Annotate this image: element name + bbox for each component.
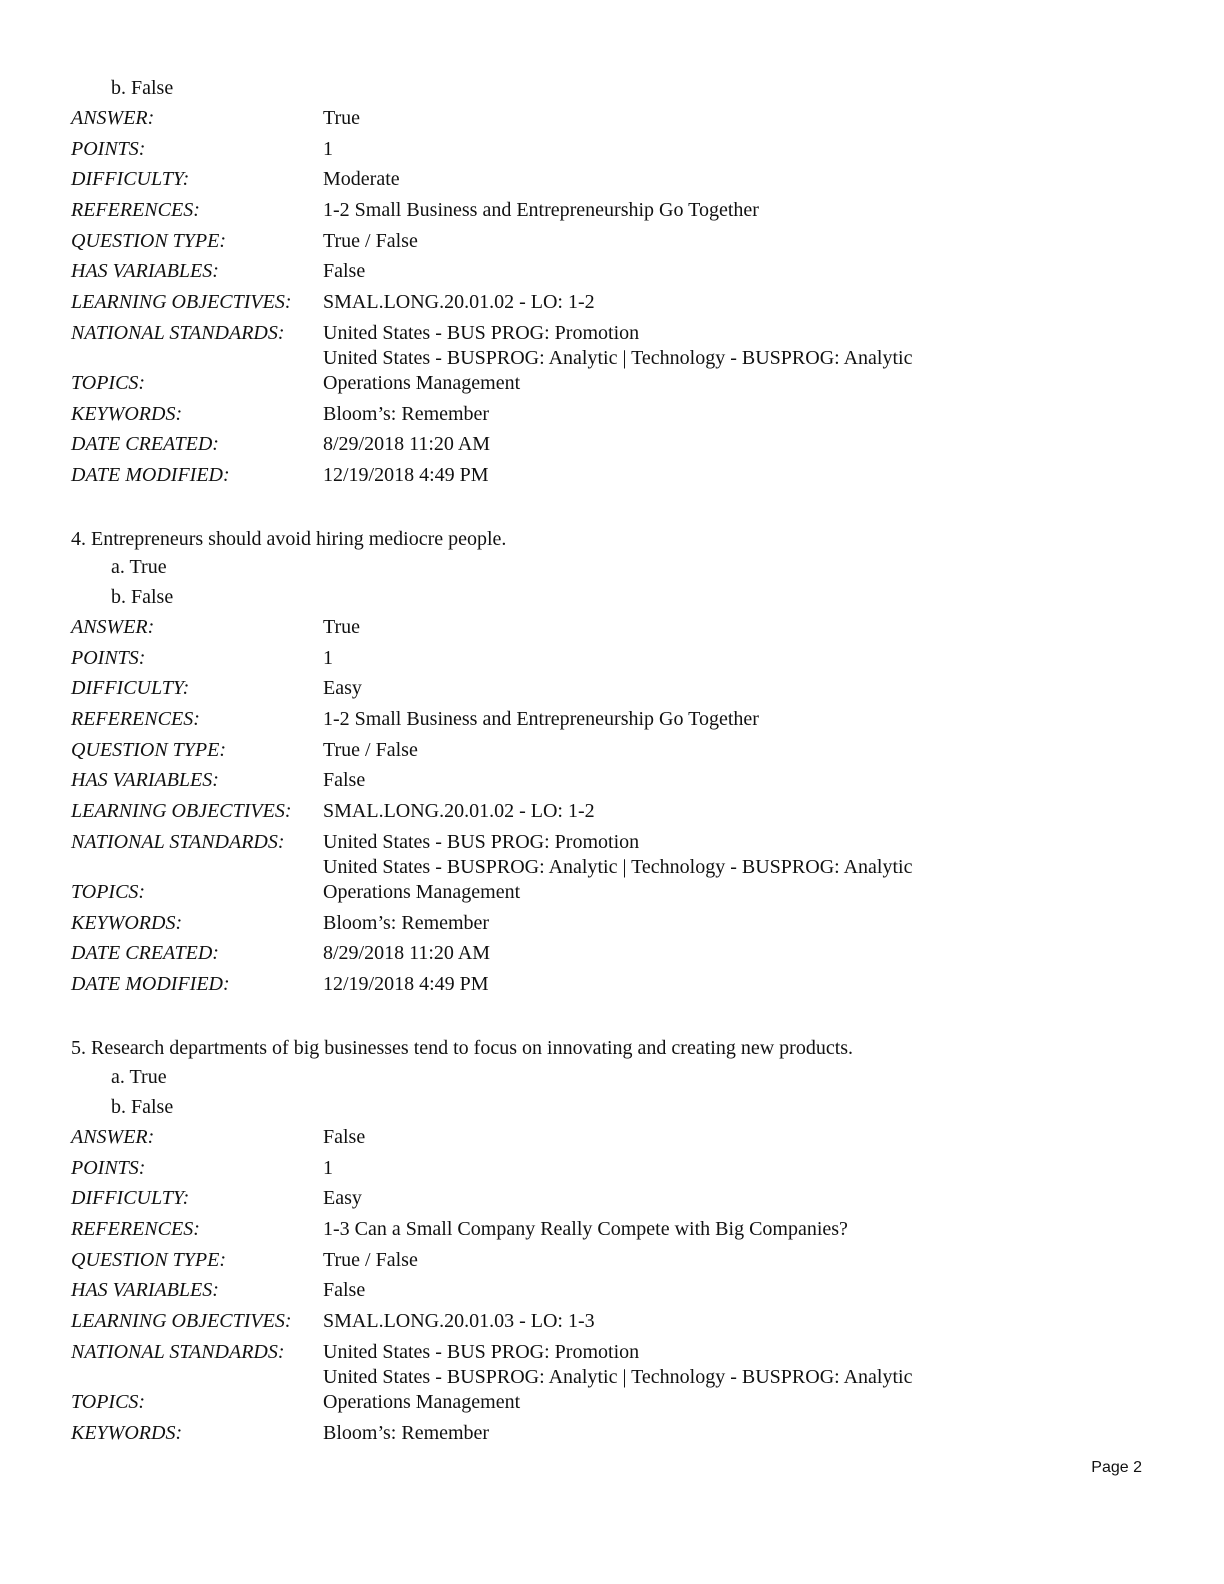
difficulty-label: DIFFICULTY:	[71, 677, 190, 700]
date-modified-row	[71, 463, 1031, 494]
national-standard-line: United States - BUSPROG: Analytic | Technology - BUSPROG: Analytic	[323, 855, 913, 878]
question-4-option-a: a. True	[111, 556, 167, 578]
references-label: REFERENCES:	[71, 199, 200, 222]
answer-label: ANSWER:	[71, 107, 155, 129]
has-variables-label: HAS VARIABLES:	[71, 769, 219, 792]
question-type-label: QUESTION TYPE:	[71, 229, 227, 252]
national-standards-value	[323, 830, 1031, 880]
topics-value: Operations Management	[323, 371, 521, 394]
national-standards-value	[323, 1340, 1031, 1390]
difficulty-label: DIFFICULTY:	[71, 1187, 190, 1210]
references-row	[71, 1217, 1031, 1248]
points-label: POINTS:	[71, 646, 146, 669]
national-standard-line: United States - BUS PROG: Promotion	[323, 1340, 640, 1363]
references-row	[71, 198, 1031, 229]
national-standard-line: United States - BUSPROG: Analytic | Technology - BUSPROG: Analytic	[323, 1365, 913, 1388]
keywords-label: KEYWORDS:	[71, 1421, 183, 1444]
difficulty-value: Moderate	[323, 168, 400, 191]
answer-row	[71, 1125, 1031, 1156]
references-row	[71, 707, 1031, 738]
date-modified-value: 12/19/2018 4:49 PM	[323, 463, 489, 486]
national-standards-label: NATIONAL STANDARDS:	[71, 321, 285, 344]
national-standards-value	[323, 321, 1031, 371]
has-variables-row	[71, 768, 1031, 799]
national-standards-label: NATIONAL STANDARDS:	[71, 830, 285, 853]
answer-label: ANSWER:	[71, 616, 155, 638]
learning-objectives-value: SMAL.LONG.20.01.03 - LO: 1-3	[323, 1310, 595, 1333]
topics-value: Operations Management	[323, 880, 521, 903]
learning-objectives-label: LEARNING OBJECTIVES:	[71, 800, 292, 823]
keywords-value: Bloom’s: Remember	[323, 1421, 490, 1444]
question-4-metadata	[71, 615, 1031, 1003]
date-created-label: DATE CREATED:	[71, 433, 219, 456]
difficulty-value: Easy	[323, 677, 362, 700]
national-standards-label: NATIONAL STANDARDS:	[71, 1340, 285, 1363]
question-5-text: 5. Research departments of big businesses tend to focus on innovating and creating new products.	[71, 1037, 854, 1059]
references-label: REFERENCES:	[71, 708, 200, 731]
topics-label: TOPICS:	[71, 1390, 146, 1413]
difficulty-value: Easy	[323, 1187, 362, 1210]
national-standards-row	[71, 830, 1031, 880]
question-5-metadata	[71, 1125, 1031, 1451]
references-value: 1-2 Small Business and Entrepreneurship Go Together	[323, 708, 759, 731]
question-5-option-a: a. True	[111, 1066, 167, 1088]
points-row	[71, 1156, 1031, 1187]
date-created-row	[71, 941, 1031, 972]
topics-label: TOPICS:	[71, 371, 146, 394]
has-variables-label: HAS VARIABLES:	[71, 1279, 219, 1302]
references-label: REFERENCES:	[71, 1218, 200, 1241]
date-modified-label: DATE MODIFIED:	[71, 463, 230, 486]
question-type-value: True / False	[323, 738, 418, 761]
points-value: 1	[323, 137, 333, 160]
topics-row	[71, 1390, 1031, 1421]
national-standard-line: United States - BUS PROG: Promotion	[323, 321, 640, 344]
keywords-row	[71, 402, 1031, 433]
date-modified-row	[71, 972, 1031, 1003]
question-type-row	[71, 738, 1031, 769]
national-standards-row	[71, 1340, 1031, 1390]
answer-row	[71, 106, 1031, 137]
keywords-value: Bloom’s: Remember	[323, 911, 490, 934]
has-variables-value: False	[323, 260, 366, 283]
learning-objectives-row	[71, 1309, 1031, 1340]
learning-objectives-row	[71, 799, 1031, 830]
question-4-text: 4. Entrepreneurs should avoid hiring mediocre people.	[71, 528, 507, 550]
points-row	[71, 646, 1031, 677]
difficulty-row	[71, 167, 1031, 198]
question-type-value: True / False	[323, 1248, 418, 1271]
topics-label: TOPICS:	[71, 880, 146, 903]
learning-objectives-label: LEARNING OBJECTIVES:	[71, 291, 292, 314]
metadata-table	[71, 106, 1031, 494]
answer-row	[71, 615, 1031, 646]
learning-objectives-label: LEARNING OBJECTIVES:	[71, 1310, 292, 1333]
has-variables-row	[71, 1278, 1031, 1309]
national-standards-row	[71, 321, 1031, 371]
points-value: 1	[323, 1156, 333, 1179]
learning-objectives-value: SMAL.LONG.20.01.02 - LO: 1-2	[323, 291, 595, 314]
answer-value: True	[323, 107, 361, 129]
answer-label: ANSWER:	[71, 1126, 155, 1148]
question-5-option-b: b. False	[111, 1096, 174, 1118]
answer-value: True	[323, 616, 361, 638]
date-created-label: DATE CREATED:	[71, 942, 219, 965]
references-value: 1-2 Small Business and Entrepreneurship Go Together	[323, 199, 759, 222]
option-b: b. False	[111, 77, 174, 99]
points-row	[71, 137, 1031, 168]
has-variables-label: HAS VARIABLES:	[71, 260, 219, 283]
question-type-label: QUESTION TYPE:	[71, 1248, 227, 1271]
date-modified-value: 12/19/2018 4:49 PM	[323, 972, 489, 995]
date-created-value: 8/29/2018 11:20 AM	[323, 433, 491, 456]
page-number: Page 2	[1091, 1459, 1142, 1476]
has-variables-value: False	[323, 1279, 366, 1302]
question-type-row	[71, 1248, 1031, 1279]
topics-row	[71, 880, 1031, 911]
has-variables-row	[71, 259, 1031, 290]
question-type-row	[71, 229, 1031, 260]
difficulty-label: DIFFICULTY:	[71, 168, 190, 191]
keywords-row	[71, 1421, 1031, 1452]
date-created-value: 8/29/2018 11:20 AM	[323, 942, 491, 965]
keywords-label: KEYWORDS:	[71, 402, 183, 425]
topics-value: Operations Management	[323, 1390, 521, 1413]
difficulty-row	[71, 1186, 1031, 1217]
question-4-option-b: b. False	[111, 586, 174, 608]
question-type-label: QUESTION TYPE:	[71, 738, 227, 761]
national-standard-line: United States - BUSPROG: Analytic | Technology - BUSPROG: Analytic	[323, 346, 913, 369]
learning-objectives-value: SMAL.LONG.20.01.02 - LO: 1-2	[323, 800, 595, 823]
question-type-value: True / False	[323, 229, 418, 252]
topics-row	[71, 371, 1031, 402]
has-variables-value: False	[323, 769, 366, 792]
references-value: 1-3 Can a Small Company Really Compete with Big Companies?	[323, 1218, 848, 1241]
learning-objectives-row	[71, 290, 1031, 321]
points-label: POINTS:	[71, 1156, 146, 1179]
date-created-row	[71, 432, 1031, 463]
keywords-row	[71, 911, 1031, 942]
answer-value: False	[323, 1126, 366, 1148]
points-label: POINTS:	[71, 137, 146, 160]
keywords-value: Bloom’s: Remember	[323, 402, 490, 425]
difficulty-row	[71, 676, 1031, 707]
points-value: 1	[323, 646, 333, 669]
national-standard-line: United States - BUS PROG: Promotion	[323, 830, 640, 853]
keywords-label: KEYWORDS:	[71, 911, 183, 934]
date-modified-label: DATE MODIFIED:	[71, 972, 230, 995]
